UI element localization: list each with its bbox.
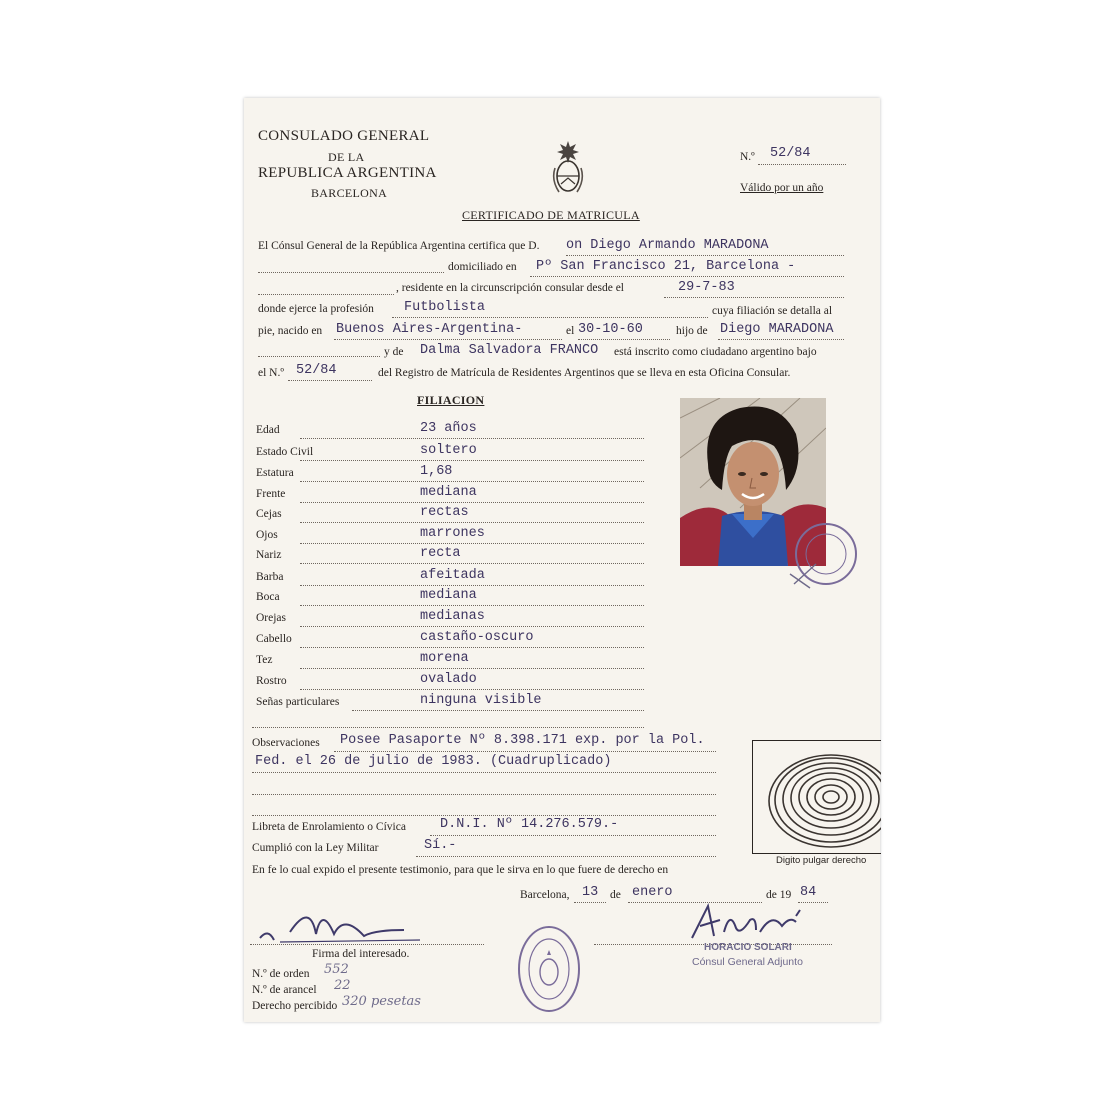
filiacion-dotted-line <box>300 689 644 690</box>
argentine-coat-of-arms-icon <box>551 138 585 198</box>
consul-signature-icon <box>680 898 830 946</box>
filiacion-dotted-line <box>300 460 644 461</box>
birthplace-value: Buenos Aires-Argentina- <box>336 322 523 337</box>
arancel-value: 22 <box>334 978 351 993</box>
holder-signature-icon <box>250 902 430 950</box>
registry-text: del Registro de Matrícula de Residentes Argentinos que se lleva en esta Oficina Consular. <box>378 367 791 379</box>
consulate-seal-icon <box>516 924 582 1014</box>
filiacion-dotted-line <box>300 522 644 523</box>
filiacion-dotted-line <box>300 543 644 544</box>
filiacion-label: Boca <box>256 591 280 603</box>
firma-label: Firma del interesado. <box>312 948 410 960</box>
filiacion-dotted-line <box>300 605 644 606</box>
filiacion-value: afeitada <box>420 568 485 583</box>
profession-value: Futbolista <box>404 300 486 315</box>
filiacion-label: Señas particulares <box>256 696 340 708</box>
filiacion-label: Cabello <box>256 633 292 645</box>
filiacion-value: marrones <box>420 526 485 541</box>
libreta-value: D.N.I. Nº 14.276.579.- <box>440 817 619 832</box>
filiacion-label: Orejas <box>256 612 287 624</box>
filiacion-value: rectas <box>420 505 469 520</box>
filiacion-dotted-line <box>300 647 644 648</box>
birthplace-label: pie, nacido en <box>258 325 323 337</box>
filiacion-dotted-line <box>300 481 644 482</box>
filiacion-label: Barba <box>256 571 284 583</box>
fingerprint-icon <box>753 741 881 853</box>
date-de1: de <box>610 889 621 901</box>
header-line4: BARCELONA <box>311 186 388 200</box>
libreta-label: Libreta de Enrolamiento o Cívica <box>252 821 406 833</box>
header-line1: CONSULADO GENERAL <box>258 128 430 144</box>
filiacion-dotted-line <box>300 585 644 586</box>
registry-number-label: el N.º <box>258 367 284 379</box>
profession-label: donde ejerce la profesión <box>258 303 374 315</box>
filiacion-label: Frente <box>256 488 286 500</box>
filiacion-label: Cejas <box>256 508 282 520</box>
filiacion-dotted-line <box>252 727 644 728</box>
date-year: 84 <box>800 885 817 900</box>
filiacion-value: recta <box>420 546 461 561</box>
filiacion-dotted-line <box>300 502 644 503</box>
father-value: Diego MARADONA <box>720 322 834 337</box>
observaciones-line1: Posee Pasaporte Nº 8.398.171 exp. por la Pol. <box>340 733 705 748</box>
date-day: 13 <box>582 885 599 900</box>
militar-label: Cumplió con la Ley Militar <box>252 842 379 854</box>
filiacion-value: ninguna visible <box>420 693 542 708</box>
filiacion-dotted-line <box>300 563 644 564</box>
mother-label: y de <box>384 346 404 358</box>
date-city: Barcelona, <box>520 889 570 901</box>
birthdate-label: el <box>566 325 575 337</box>
filiacion-intro: cuya filiación se detalla al <box>712 305 833 317</box>
filiacion-value: castaño-oscuro <box>420 630 534 645</box>
date-de2: de 19 <box>766 889 792 901</box>
validity-text: Válido por un año <box>740 182 824 194</box>
filiacion-value: 1,68 <box>420 464 453 479</box>
filiacion-dotted-line <box>300 626 644 627</box>
derecho-value: 320 pesetas <box>342 994 421 1009</box>
militar-value: Sí.- <box>424 838 457 853</box>
holder-name: on Diego Armando MARADONA <box>566 238 769 253</box>
derecho-label: Derecho percibido <box>252 1000 338 1012</box>
arancel-label: N.º de arancel <box>252 984 317 996</box>
observaciones-label: Observaciones <box>252 737 320 749</box>
consul-name: HORACIO SOLARI <box>704 942 792 953</box>
filiacion-dotted-line <box>300 668 644 669</box>
filiacion-title: FILIACION <box>417 393 485 407</box>
filiacion-value: 23 años <box>420 421 477 436</box>
fingerprint-caption: Digito pulgar derecho <box>776 855 867 866</box>
observaciones-line2: Fed. el 26 de julio de 1983. (Cuadruplicado) <box>255 754 612 769</box>
filiacion-value: mediana <box>420 485 477 500</box>
filiacion-label: Estatura <box>256 467 294 479</box>
filiacion-value: soltero <box>420 443 477 458</box>
birthdate-value: 30-10-60 <box>578 322 643 337</box>
header-line2: DE LA <box>328 150 365 164</box>
filiacion-value: mediana <box>420 588 477 603</box>
filiacion-dotted-line <box>300 438 644 439</box>
filiacion-value: morena <box>420 651 469 666</box>
number-value: 52/84 <box>770 146 811 161</box>
orden-label: N.º de orden <box>252 968 310 980</box>
registry-number-value: 52/84 <box>296 363 337 378</box>
orden-value: 552 <box>324 962 349 977</box>
document-title: CERTIFICADO DE MATRICULA <box>462 208 640 222</box>
consular-stamp-icon <box>786 508 860 600</box>
inscription-text: está inscrito como ciudadano argentino bajo <box>614 346 817 358</box>
header-line3: REPUBLICA ARGENTINA <box>258 165 437 181</box>
domicile-value: Pº San Francisco 21, Barcelona - <box>536 259 796 274</box>
filiacion-label: Rostro <box>256 675 287 687</box>
filiacion-value: ovalado <box>420 672 477 687</box>
filiacion-label: Nariz <box>256 549 282 561</box>
filiacion-label: Estado Civil <box>256 446 314 458</box>
filiacion-value: medianas <box>420 609 485 624</box>
filiacion-label: Ojos <box>256 529 278 541</box>
father-label: hijo de <box>676 325 708 337</box>
residence-date: 29-7-83 <box>678 280 735 295</box>
filiacion-dotted-line <box>352 710 644 711</box>
number-label: N.º <box>740 151 755 163</box>
testimonio-text: En fe lo cual expido el presente testimonio, para que le sirva en lo que fuere de derecho en <box>252 864 669 876</box>
fingerprint-box <box>752 740 881 854</box>
body-line1-text: El Cónsul General de la República Argentina certifica que D. <box>258 240 540 252</box>
mother-value: Dalma Salvadora FRANCO <box>420 343 599 358</box>
filiacion-label: Tez <box>256 654 273 666</box>
residence-label: , residente en la circunscripción consular desde el <box>396 282 624 294</box>
date-month: enero <box>632 885 673 900</box>
domicile-label: domiciliado en <box>448 261 517 273</box>
consul-title: Cónsul General Adjunto <box>692 956 803 968</box>
filiacion-label: Edad <box>256 424 280 436</box>
